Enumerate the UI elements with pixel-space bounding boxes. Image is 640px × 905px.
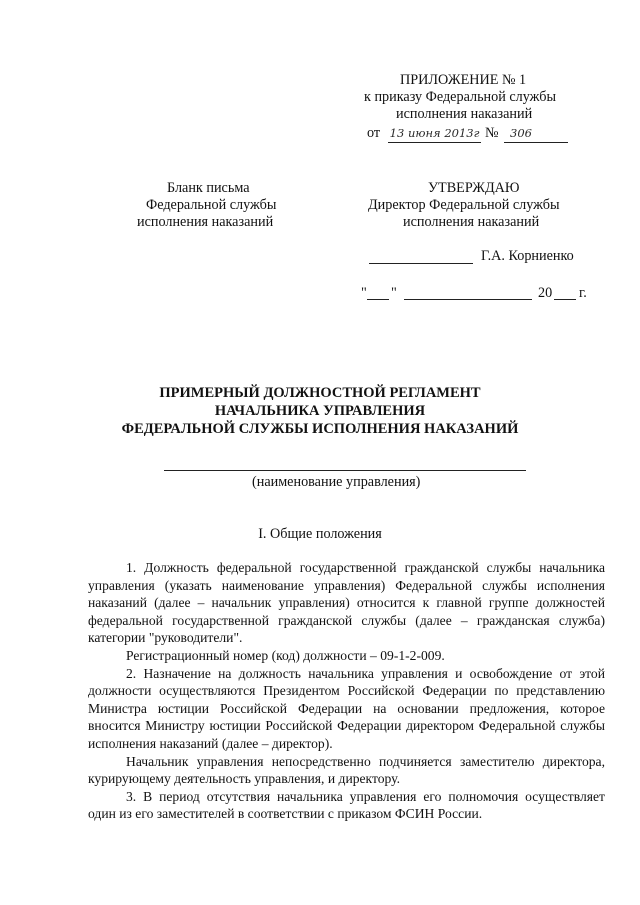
paragraph-2: Регистрационный номер (код) должности – 09-1-2-009. (126, 647, 445, 663)
appendix-ot-label: от (367, 125, 381, 141)
approval-signatory: Г.А. Корниенко (481, 248, 574, 264)
section-body (88, 559, 605, 823)
doc-title-line1: ПРИМЕРНЫЙ ДОЛЖНОСТНОЙ РЕГЛАМЕНТ (159, 385, 481, 401)
appendix-date-handwritten: 13 июня 2013г (388, 125, 482, 143)
approval-label: УТВЕРЖДАЮ (428, 180, 520, 196)
letterhead-line1: Бланк письма (167, 180, 250, 196)
approval-year-suffix: г. (579, 285, 587, 301)
appendix-title: ПРИЛОЖЕНИЕ № 1 (400, 72, 527, 88)
doc-title-line2: НАЧАЛЬНИКА УПРАВЛЕНИЯ (214, 403, 426, 419)
appendix-line2: исполнения наказаний (396, 106, 533, 122)
appendix-line1: к приказу Федеральной службы (364, 89, 557, 105)
paragraph-4: Начальник управления непосредственно подчиняется заместителю директора, курирующему деятельность управления, и директору. (88, 753, 605, 787)
department-caption: (наименование управления) (252, 474, 421, 490)
paragraph-5: 3. В период отсутствия начальника управления его полномочия осуществляет один из его заместителей в соответствии с приказом ФСИН России. (88, 788, 605, 822)
letterhead-line3: исполнения наказаний (137, 214, 274, 230)
paragraph-3: 2. Назначение на должность начальника управления и освобождение от этой должности осуществляются Президентом Российской Федерации по представлению Министра юстиции Российской Федерации на основании предложения, которое вносится Министру юстиции Российской Федерации директором Федеральной службы исполнения наказаний (далее – директор). (88, 665, 605, 751)
signature-line (369, 263, 473, 264)
appendix-date-row (367, 125, 568, 143)
department-name-line (164, 470, 526, 471)
letterhead-line2: Федеральной службы (146, 197, 277, 213)
approval-year-prefix: 20 (538, 285, 553, 301)
approval-year-line (554, 299, 576, 300)
section-heading: I. Общие положения (258, 526, 382, 542)
paragraph-1: 1. Должность федеральной государственной гражданской службы начальника управления (указать наименование управления) Федеральной службы исполнения наказаний (далее – начальник управления) относится к главной группе должностей федеральной государственной гражданской службы (далее – гражданская служба) категории "руководители". (88, 560, 605, 646)
appendix-num-label: № (484, 125, 499, 141)
approval-day-line (367, 299, 389, 300)
appendix-number-handwritten: 306 (504, 125, 568, 143)
approval-line2: исполнения наказаний (403, 214, 540, 230)
doc-title-line3: ФЕДЕРАЛЬНОЙ СЛУЖБЫ ИСПОЛНЕНИЯ НАКАЗАНИЙ (121, 421, 519, 437)
approval-day-quote-close: " (391, 285, 397, 301)
approval-month-line (404, 299, 532, 300)
approval-line1: Директор Федеральной службы (368, 197, 560, 213)
approval-day-quote-open: " (361, 285, 367, 301)
